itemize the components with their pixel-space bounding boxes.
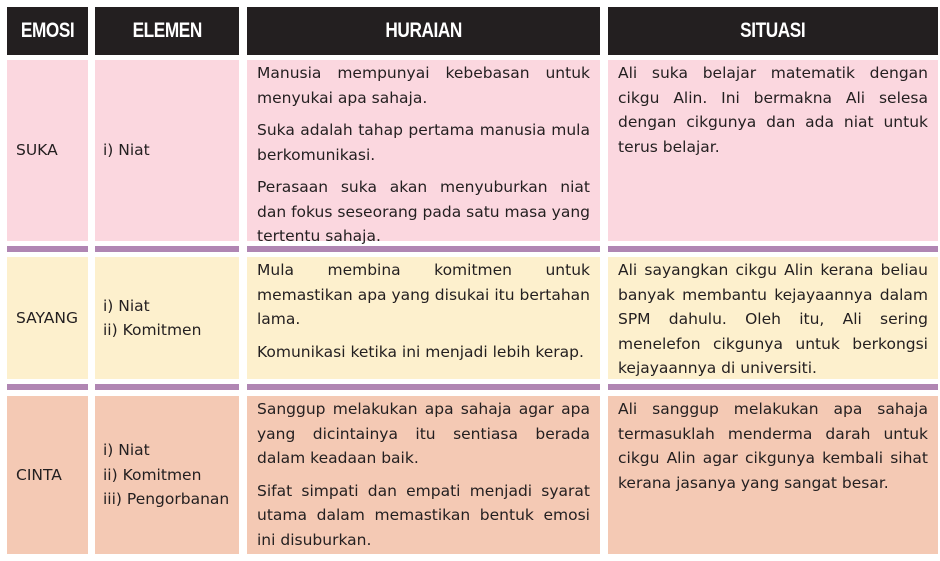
- row-separator: [95, 246, 239, 252]
- situasi-paragraph: Ali suka belajar matematik dengan cikgu Alin. Ini bermakna Ali selesa dengan cikgunya dan ada niat untuk terus belajar.: [618, 64, 928, 156]
- elemen-item: ii) Komitmen: [103, 465, 202, 484]
- row-suka-huraian: [247, 60, 600, 245]
- huraian-paragraph: Sifat simpati dan empati menjadi syarat utama dalam memastikan bentuk emosi ini disuburkan.: [257, 481, 590, 549]
- row-separator: [247, 246, 600, 252]
- huraian-paragraph: Sanggup melakukan apa sahaja agar apa yang dicintainya itu sentiasa berada dalam keadaan baik.: [257, 400, 590, 467]
- emosi-label: SUKA: [16, 141, 58, 160]
- header-emosi: EMOSI: [7, 7, 88, 55]
- emosi-label: CINTA: [16, 465, 62, 484]
- elemen-item: iii) Pengorbanan: [103, 490, 230, 509]
- situasi-paragraph: Ali sanggup melakukan apa sahaja termasuklah menderma darah untuk cikgu Alin agar cikgunya kembali sihat kerana jasanya yang sangat besar.: [618, 400, 928, 492]
- elemen-item: i) Niat: [103, 296, 150, 315]
- huraian-paragraph: Manusia mempunyai kebebasan untuk menyukai apa sahaja.: [257, 64, 590, 107]
- huraian-paragraph: Komunikasi ketika ini menjadi lebih kerap.: [257, 342, 584, 361]
- row-separator: [7, 384, 88, 390]
- huraian-paragraph: Suka adalah tahap pertama manusia mula berkomunikasi.: [257, 121, 590, 164]
- row-separator: [7, 246, 88, 252]
- row-cinta-elemen: [95, 396, 239, 554]
- situasi-paragraph: Ali sayangkan cikgu Alin kerana beliau banyak membantu kejayaannya dalam SPM dahulu. Oleh itu, Ali sering menelefon cikgunya untuk berkongsi kejayaannya di universiti.: [618, 261, 928, 377]
- row-separator: [247, 384, 600, 390]
- row-sayang-huraian: [247, 257, 600, 379]
- row-sayang-situasi: [608, 257, 938, 379]
- header-huraian: HURAIAN: [247, 7, 600, 55]
- row-suka-emosi: [7, 60, 88, 241]
- huraian-paragraph: Mula membina komitmen untuk memastikan apa yang disukai itu bertahan lama.: [257, 261, 590, 328]
- row-sayang-elemen: [95, 257, 239, 379]
- row-sayang-emosi: [7, 257, 88, 379]
- emosi-label: SAYANG: [16, 308, 78, 327]
- row-separator: [95, 384, 239, 390]
- huraian-paragraph: Perasaan suka akan menyuburkan niat dan fokus seseorang pada satu masa yang tertentu sahaja.: [257, 178, 590, 245]
- elemen-item: ii) Komitmen: [103, 321, 202, 339]
- elemen-item: i) Niat: [103, 441, 150, 460]
- row-suka-elemen: [95, 60, 239, 241]
- row-cinta-huraian: [247, 396, 600, 554]
- header-elemen: ELEMEN: [95, 7, 239, 55]
- row-suka-situasi: [608, 60, 938, 241]
- row-separator: [608, 246, 938, 252]
- elemen-item: i) Niat: [103, 141, 150, 160]
- header-situasi: SITUASI: [608, 7, 938, 55]
- row-cinta-emosi: [7, 396, 88, 554]
- row-cinta-situasi: [608, 396, 938, 554]
- row-separator: [608, 384, 938, 390]
